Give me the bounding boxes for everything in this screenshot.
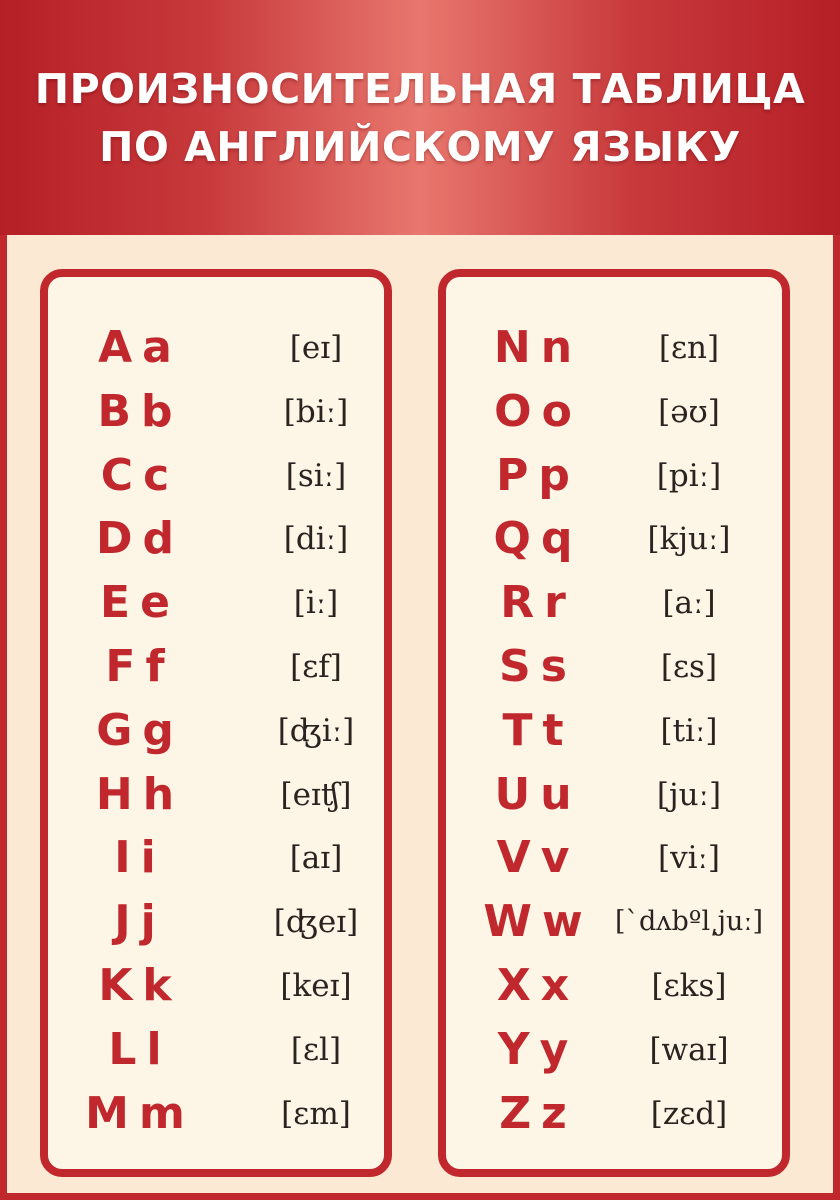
- transcription: [ɛf]: [290, 649, 342, 685]
- letter-row: [446, 507, 782, 571]
- letter-row: [48, 890, 384, 954]
- lowercase-letter: a: [142, 322, 172, 373]
- lowercase-letter: l: [146, 1023, 162, 1075]
- letter-pair: [473, 1082, 593, 1146]
- letter-row: [48, 571, 384, 635]
- transcription: [ɛl]: [290, 1031, 342, 1068]
- letter-pair: [473, 826, 593, 890]
- uppercase-letter: D: [95, 513, 133, 565]
- transcription: [keɪ]: [280, 968, 352, 1004]
- lowercase-letter: z: [541, 1087, 567, 1139]
- transcription: [əʊ]: [658, 393, 720, 430]
- lowercase-letter: w: [541, 896, 583, 948]
- uppercase-letter: P: [496, 449, 529, 501]
- uppercase-letter: M: [85, 1087, 129, 1139]
- transcription: [viː]: [657, 840, 721, 877]
- lowercase-letter: j: [140, 896, 156, 948]
- letter-row: [446, 1018, 782, 1082]
- transcription: [eɪ]: [289, 330, 343, 366]
- letter-pair: [473, 1018, 593, 1082]
- letter-pair: [75, 954, 195, 1018]
- uppercase-letter: Z: [499, 1087, 532, 1139]
- letter-pair: [473, 954, 593, 1018]
- letter-row: [446, 1082, 782, 1146]
- letter-row: [48, 380, 384, 444]
- uppercase-letter: F: [105, 641, 136, 692]
- transcription: [waɪ]: [649, 1031, 729, 1068]
- transcription: [biː]: [283, 393, 349, 430]
- letter-pair: [473, 380, 593, 444]
- letter-row: [446, 316, 782, 380]
- uppercase-letter: I: [114, 832, 131, 884]
- letter-row: [446, 444, 782, 508]
- transcription: [aɪ]: [289, 840, 343, 877]
- uppercase-letter: N: [493, 322, 531, 373]
- right-letters-panel: [438, 269, 790, 1177]
- uppercase-letter: X: [496, 960, 531, 1011]
- lowercase-letter: y: [539, 1023, 569, 1075]
- lowercase-letter: x: [540, 960, 570, 1011]
- uppercase-letter: R: [500, 577, 535, 629]
- lowercase-letter: u: [540, 768, 572, 820]
- lowercase-letter: n: [540, 322, 573, 373]
- transcription: [ɛn]: [658, 330, 720, 366]
- lowercase-letter: c: [143, 449, 170, 501]
- uppercase-letter: O: [494, 385, 532, 437]
- poster-header: [0, 0, 840, 235]
- lowercase-letter: d: [142, 513, 175, 565]
- transcription: [ʤeɪ]: [273, 904, 359, 941]
- uppercase-letter: T: [502, 704, 533, 756]
- lowercase-letter: s: [540, 641, 567, 692]
- letter-pair: [75, 1082, 195, 1146]
- uppercase-letter: Q: [493, 513, 531, 565]
- uppercase-letter: B: [97, 385, 132, 437]
- lowercase-letter: v: [540, 832, 570, 884]
- transcription: [ʤiː]: [277, 712, 355, 749]
- uppercase-letter: U: [494, 768, 531, 820]
- letter-pair: [473, 507, 593, 571]
- transcription: [iː]: [293, 585, 339, 622]
- uppercase-letter: C: [100, 449, 134, 501]
- transcription: [eɪʧ]: [280, 776, 352, 813]
- letter-row: [446, 763, 782, 827]
- letter-row: [446, 699, 782, 763]
- letter-row: [446, 890, 782, 954]
- letter-row: [48, 316, 384, 380]
- uppercase-letter: V: [496, 832, 531, 884]
- transcription: [siː]: [285, 457, 347, 494]
- uppercase-letter: L: [108, 1023, 137, 1075]
- transcription: [juː]: [656, 776, 722, 813]
- letter-pair: [75, 763, 195, 827]
- alphabet-board: [7, 235, 833, 1193]
- uppercase-letter: Y: [497, 1023, 530, 1075]
- transcription: [ɛks]: [651, 968, 727, 1004]
- lowercase-letter: o: [541, 385, 572, 437]
- transcription: [piː]: [656, 457, 722, 494]
- lowercase-letter: e: [140, 577, 170, 629]
- lowercase-letter: q: [540, 513, 573, 565]
- letter-row: [446, 954, 782, 1018]
- letter-pair: [75, 699, 195, 763]
- letter-row: [48, 635, 384, 699]
- uppercase-letter: K: [98, 960, 133, 1011]
- uppercase-letter: J: [114, 896, 131, 948]
- uppercase-letter: S: [499, 641, 531, 692]
- uppercase-letter: E: [100, 577, 131, 629]
- uppercase-letter: G: [96, 704, 133, 756]
- transcription: [ɛm]: [281, 1095, 351, 1132]
- lowercase-letter: h: [142, 768, 175, 820]
- letter-pair: [75, 507, 195, 571]
- lowercase-letter: i: [140, 832, 156, 884]
- letter-pair: [75, 380, 195, 444]
- transcription: [diː]: [283, 521, 349, 558]
- lowercase-letter: b: [141, 385, 173, 437]
- letter-pair: [473, 316, 593, 380]
- letter-pair: [473, 635, 593, 699]
- letter-pair: [75, 890, 195, 954]
- letter-row: [446, 635, 782, 699]
- letter-pair: [75, 316, 195, 380]
- letter-row: [48, 826, 384, 890]
- letter-pair: [75, 444, 195, 508]
- letter-row: [48, 507, 384, 571]
- transcription: [ɛs]: [660, 649, 718, 685]
- letter-row: [48, 763, 384, 827]
- transcription: [zɛd]: [650, 1095, 728, 1132]
- lowercase-letter: m: [138, 1087, 185, 1139]
- uppercase-letter: H: [95, 768, 133, 820]
- transcription: [tiː]: [660, 712, 718, 749]
- letter-pair: [473, 571, 593, 635]
- transcription: [kjuː]: [647, 521, 731, 558]
- poster-title-line-1: ПРОИЗНОСИТЕЛЬНАЯ ТАБЛИЦА: [34, 64, 806, 113]
- letter-row: [48, 1018, 384, 1082]
- letter-row: [48, 699, 384, 763]
- lowercase-letter: f: [145, 641, 165, 692]
- letter-row: [48, 954, 384, 1018]
- lowercase-letter: g: [142, 704, 174, 756]
- letter-row: [446, 380, 782, 444]
- uppercase-letter: A: [98, 322, 133, 373]
- letter-pair: [75, 1018, 195, 1082]
- letter-pair: [75, 826, 195, 890]
- uppercase-letter: W: [483, 896, 532, 948]
- letter-pair: [75, 571, 195, 635]
- letter-pair: [473, 763, 593, 827]
- lowercase-letter: k: [142, 960, 172, 1011]
- letter-pair: [75, 635, 195, 699]
- transcription: [ˋdʌbºl͵juː]: [614, 906, 764, 938]
- transcription: [aː]: [662, 585, 716, 622]
- lowercase-letter: t: [542, 704, 564, 756]
- letter-row: [446, 571, 782, 635]
- letter-pair: [473, 890, 593, 954]
- letter-row: [48, 444, 384, 508]
- left-letters-panel: [40, 269, 392, 1177]
- letter-row: [446, 826, 782, 890]
- letter-pair: [473, 699, 593, 763]
- poster-title-line-2: ПО АНГЛИЙСКОМУ ЯЗЫКУ: [99, 122, 741, 171]
- lowercase-letter: p: [538, 449, 570, 501]
- letter-row: [48, 1082, 384, 1146]
- lowercase-letter: r: [544, 577, 566, 629]
- letter-pair: [473, 444, 593, 508]
